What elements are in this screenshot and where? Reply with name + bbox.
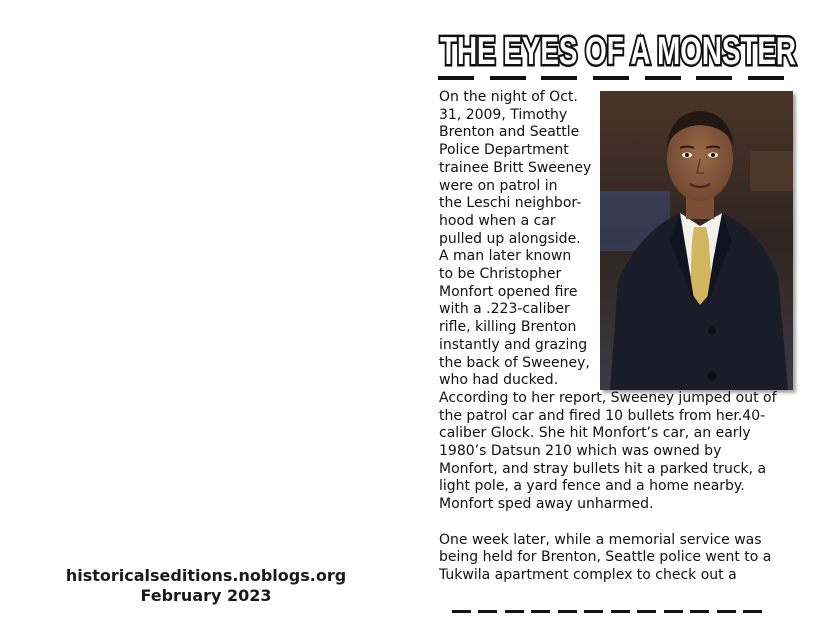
bottom-dashes [452, 610, 762, 613]
footer [62, 566, 350, 606]
article-line: the patrol car and fired 10 bullets from her.40- [439, 407, 766, 424]
dash [541, 76, 577, 80]
article-second-paragraph [439, 532, 796, 585]
dash [505, 610, 524, 613]
dash [490, 76, 526, 80]
dash [438, 76, 474, 80]
article-line: According to her report, Sweeney jumped out of [439, 389, 777, 406]
article-line: with a .223-caliber [439, 301, 570, 318]
article-line: the back of Sweeney, [439, 354, 590, 371]
dash [696, 76, 732, 80]
dash [748, 76, 784, 80]
title-underline-dashes [438, 76, 784, 80]
article-line: pulled up alongside. [439, 230, 581, 247]
article-line: Monfort sped away unharmed. [439, 496, 654, 513]
article-line: the Leschi neighbor- [439, 195, 582, 212]
article-line: being held for Brenton, Seattle police went to a [439, 549, 772, 566]
article-full-lines [439, 390, 796, 514]
article-line: A man later known [439, 248, 572, 265]
dash [717, 610, 736, 613]
footer-date: February 2023 [140, 586, 272, 605]
article-line: Police Department [439, 142, 569, 159]
article-line: hood when a car [439, 212, 556, 229]
article-line: Brenton and Seattle [439, 124, 580, 141]
article-line: caliber Glock. She hit Monfort’s car, an early [439, 425, 751, 442]
dash [531, 610, 550, 613]
article-line: instantly and grazing [439, 336, 588, 353]
article-line: 1980’s Datsun 210 which was owned by [439, 443, 722, 460]
paragraph-gap [439, 514, 796, 532]
title-text: THE EYES OF A MONSTER [440, 30, 796, 72]
article-body [439, 89, 796, 585]
footer-website: historicalseditions.noblogs.org [65, 566, 347, 585]
article-line: 31, 2009, Timothy [439, 106, 568, 123]
article-line: light pole, a yard fence and a home nearby. [439, 478, 745, 495]
dash [584, 610, 603, 613]
article-line: rifle, killing Brenton [439, 319, 577, 336]
dash [690, 610, 709, 613]
article-line: Monfort, and stray bullets hit a parked truck, a [439, 460, 767, 477]
article-line: were on patrol in [439, 177, 558, 194]
page-title [438, 22, 798, 72]
article-line: One week later, while a memorial service was [439, 531, 762, 548]
dash [637, 610, 656, 613]
dash [593, 76, 629, 80]
dash [664, 610, 683, 613]
dash [743, 610, 762, 613]
article-line: who had ducked. [439, 372, 559, 389]
dash [611, 610, 630, 613]
dash [452, 610, 471, 613]
article-line: Monfort opened fire [439, 283, 578, 300]
article-line: Tukwila apartment complex to check out a [439, 566, 737, 583]
article-line: On the night of Oct. [439, 89, 578, 105]
article-line: to be Christopher [439, 266, 562, 283]
dash [478, 610, 497, 613]
article-wrapped-lines [439, 89, 796, 390]
dash [645, 76, 681, 80]
dash [558, 610, 577, 613]
title-graphic [438, 22, 798, 72]
article-line: trainee Britt Sweeney [439, 159, 592, 176]
